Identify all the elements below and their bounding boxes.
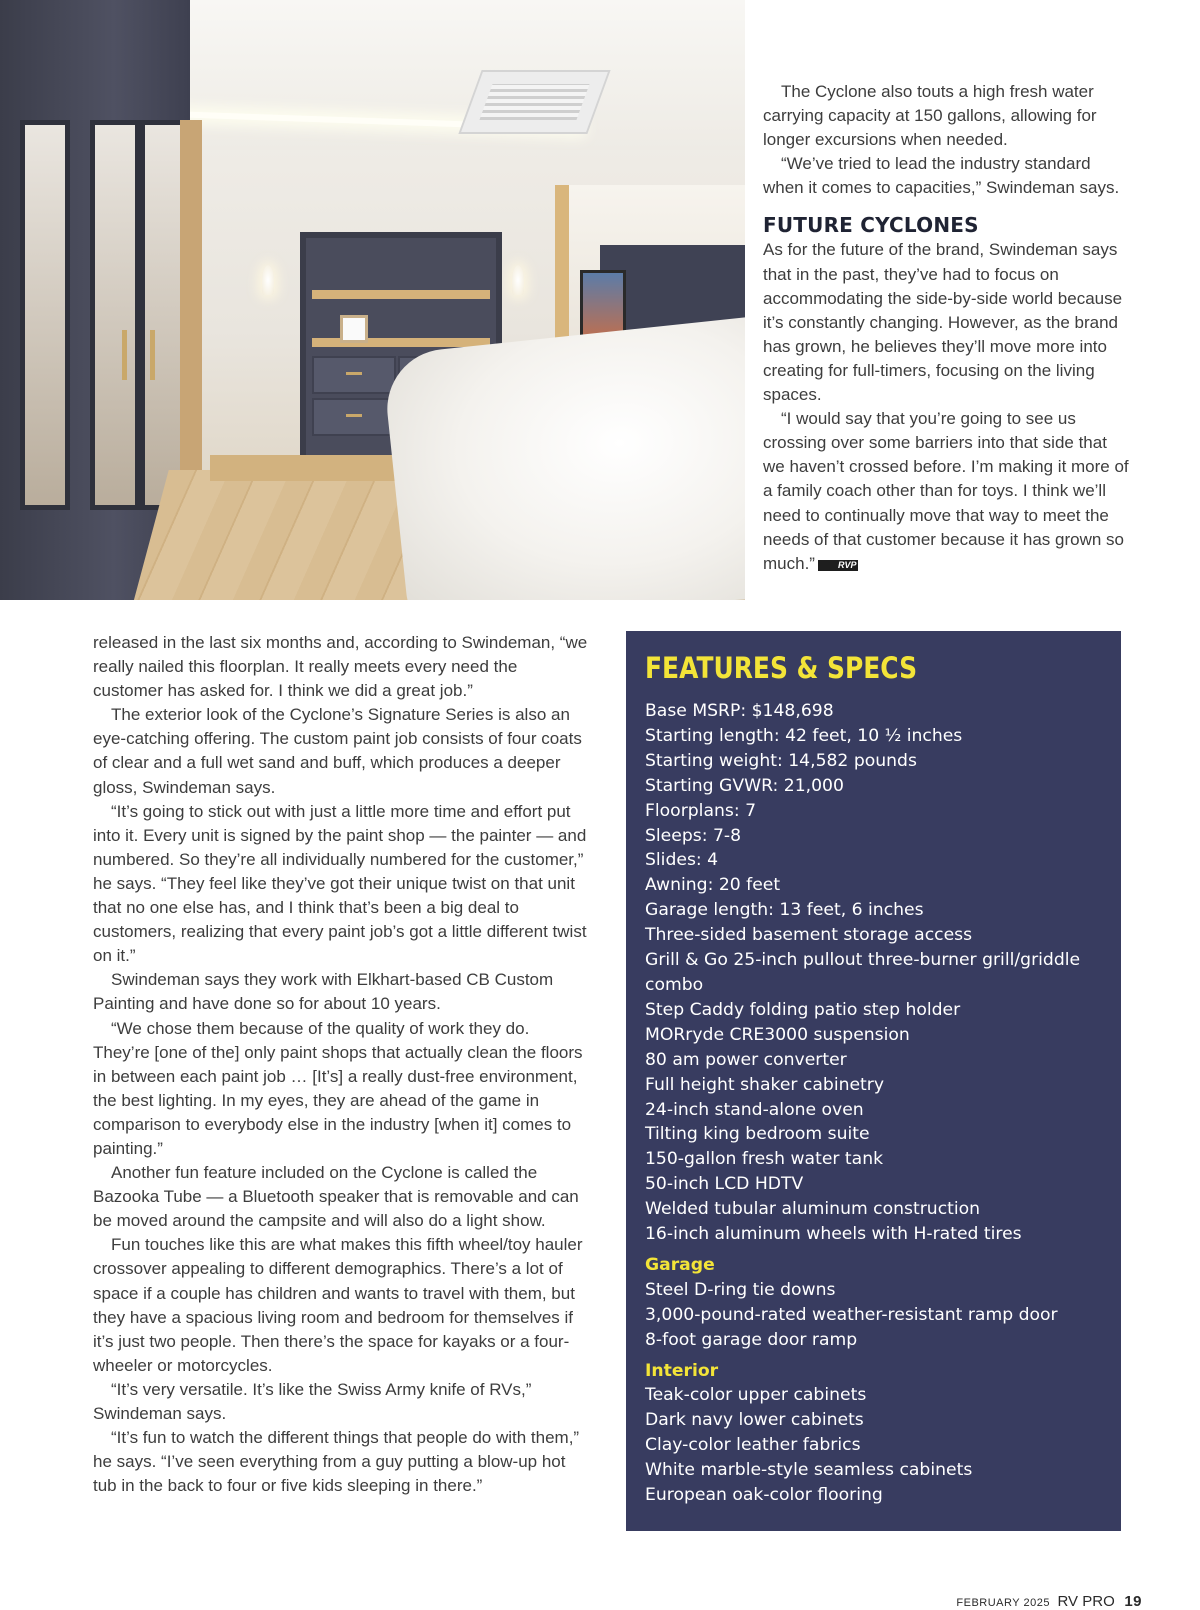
specs-title: FEATURES & SPECS (645, 651, 918, 685)
spec-item: 8-foot garage door ramp (645, 1329, 858, 1350)
spec-item: Starting weight: 14,582 pounds (645, 750, 917, 771)
photo-mirror-door (90, 120, 140, 510)
footer-date: FEBRUARY 2025 (956, 1597, 1050, 1609)
photo-shelf (312, 338, 490, 347)
spec-item: Starting length: 42 feet, 10 ½ inches (645, 725, 963, 746)
section-heading: FUTURE CYCLONES (763, 213, 979, 238)
garage-list (645, 1278, 1103, 1353)
features-specs-box (626, 631, 1121, 1531)
spec-item: 50-inch LCD HDTV (645, 1174, 804, 1195)
spec-item: Welded tubular aluminum construction (645, 1199, 981, 1220)
body-paragraph: The Cyclone also touts a high fresh water carrying capacity at 150 gallons, allowing for longer excursions when needed. (763, 82, 1097, 150)
body-paragraph: “It’s very versatile. It’s like the Swiss Army knife of RVs,” Swindeman says. (93, 1379, 532, 1423)
spec-item: Awning: 20 feet (645, 875, 781, 896)
spec-item: Step Caddy folding patio step holder (645, 999, 961, 1020)
garage-heading: Garage (645, 1254, 715, 1275)
photo-shelf (312, 290, 490, 299)
photo-sconce (262, 265, 274, 295)
body-paragraph (763, 407, 1131, 576)
spec-item: Base MSRP: $148,698 (645, 701, 834, 721)
photo-ceiling-vent (458, 70, 610, 134)
spec-item: Sleeps: 7-8 (645, 825, 742, 846)
body-paragraph: “We chose them because of the quality of work they do. They’re [one of the] only paint shops that actually clean the floors in between each paint job … [It’s] a really dust-free environment, the best lighting. In my eyes, they are ahead of the game in comparison to everybody else in the industry [when it] comes to painting.” (93, 1018, 583, 1158)
photo-handle (150, 330, 155, 380)
body-paragraph: “It’s fun to watch the different things that people do with them,” he says. “I’ve seen everything from a guy putting a blow-up hot tub in the back to four or five kids sleeping in there.” (93, 1428, 580, 1496)
interior-list (645, 1383, 1103, 1508)
spec-item: Steel D-ring tie downs (645, 1279, 836, 1300)
photo-bed (381, 316, 745, 600)
footer-magazine: RV PRO (1057, 1593, 1115, 1610)
spec-item: 24-inch stand-alone oven (645, 1099, 864, 1120)
spec-item: 3,000-pound-rated weather-resistant ramp door (645, 1304, 1058, 1325)
spec-item: Garage length: 13 feet, 6 inches (645, 900, 924, 921)
spec-item: Floorplans: 7 (645, 800, 757, 821)
body-paragraph: released in the last six months and, according to Swindeman, “we really nailed this floorplan. It really meets every need the customer has asked for. I think we did a great job.” (93, 633, 588, 701)
body-paragraph-text: “I would say that you’re going to see us crossing over some barriers into that side that we haven’t crossed before. I’m making it more of a family coach other than for toys. I think we’ll need to continually move that way to meet the needs of that customer because it has grown so much.” (763, 409, 1129, 573)
spec-item: MORryde CRE3000 suspension (645, 1024, 910, 1045)
right-text-column (763, 80, 1131, 576)
spec-item: Starting GVWR: 21,000 (645, 775, 844, 796)
photo-picture-frame (340, 315, 368, 343)
left-text-column (93, 631, 590, 1498)
page-footer (956, 1593, 1142, 1610)
rvp-end-mark: RVP (818, 560, 859, 571)
body-paragraph: “We’ve tried to lead the industry standard when it comes to capacities,” Swindeman says. (763, 154, 1120, 198)
photo-drawer (312, 356, 396, 394)
photo-mirror-door (20, 120, 70, 510)
photo-drawer (312, 398, 396, 436)
specs-list (645, 699, 1103, 1247)
body-paragraph: Swindeman says they work with Elkhart-based CB Custom Painting and have done so for about 10 years. (93, 970, 554, 1014)
spec-item: European oak-color flooring (645, 1485, 883, 1506)
photo-handle (122, 330, 127, 380)
body-paragraph: Another fun feature included on the Cyclone is called the Bazooka Tube — a Bluetooth speaker that is removable and can be moved around the campsite and will also do a light show. (93, 1163, 579, 1231)
spec-item: 80 am power converter (645, 1049, 847, 1070)
body-paragraph: The exterior look of the Cyclone’s Signature Series is also an eye-catching offering. The custom paint job consists of four coats of clear and a full wet sand and buff, which produces a deeper gloss, Swindeman says. (93, 705, 582, 797)
body-paragraph: “It’s going to stick out with just a little more time and effort put into it. Every unit is signed by the paint shop — the painter — and numbered. So they’re all individually numbered for the customer,” he says. “They feel like they’ve got their unique twist on that unit that no one else has, and I think that’s been a big deal to customers, realizing that every paint job’s got a little different twist on it.” (93, 801, 587, 966)
photo-sconce (512, 265, 524, 295)
body-paragraph: As for the future of the brand, Swindeman says that in the past, they’ve had to focus on accommodating the side-by-side world because it’s constantly changing. However, as the brand has grown, he believes they’ll move more into creating for full-timers, focusing on the living spaces. (763, 240, 1123, 405)
page-number: 19 (1124, 1593, 1142, 1610)
spec-item: Full height shaker cabinetry (645, 1074, 885, 1095)
spec-item: 16-inch aluminum wheels with H-rated tires (645, 1224, 1022, 1245)
body-paragraph: Fun touches like this are what makes this fifth wheel/toy hauler crossover appealing to different demographics. There’s a lot of space if a couple has children and wants to travel with them, but they have a spacious living room and bedroom for themselves if it’s just two people. Then there’s the space for kayaks or a four-wheeler or motorcycles. (93, 1235, 583, 1375)
spec-item: Teak-color upper cabinets (645, 1385, 867, 1406)
spec-item: Tilting king bedroom suite (645, 1124, 870, 1145)
spec-item: 150-gallon fresh water tank (645, 1149, 884, 1170)
spec-item: Clay-color leather fabrics (645, 1435, 861, 1456)
spec-item: Dark navy lower cabinets (645, 1410, 864, 1431)
spec-item: Slides: 4 (645, 850, 719, 871)
spec-item: White marble-style seamless cabinets (645, 1460, 973, 1481)
interior-heading: Interior (645, 1360, 719, 1381)
spec-item: Three-sided basement storage access (645, 925, 973, 946)
bedroom-photo (0, 0, 745, 600)
spec-item: Grill & Go 25-inch pullout three-burner grill/griddle combo (645, 950, 1081, 995)
